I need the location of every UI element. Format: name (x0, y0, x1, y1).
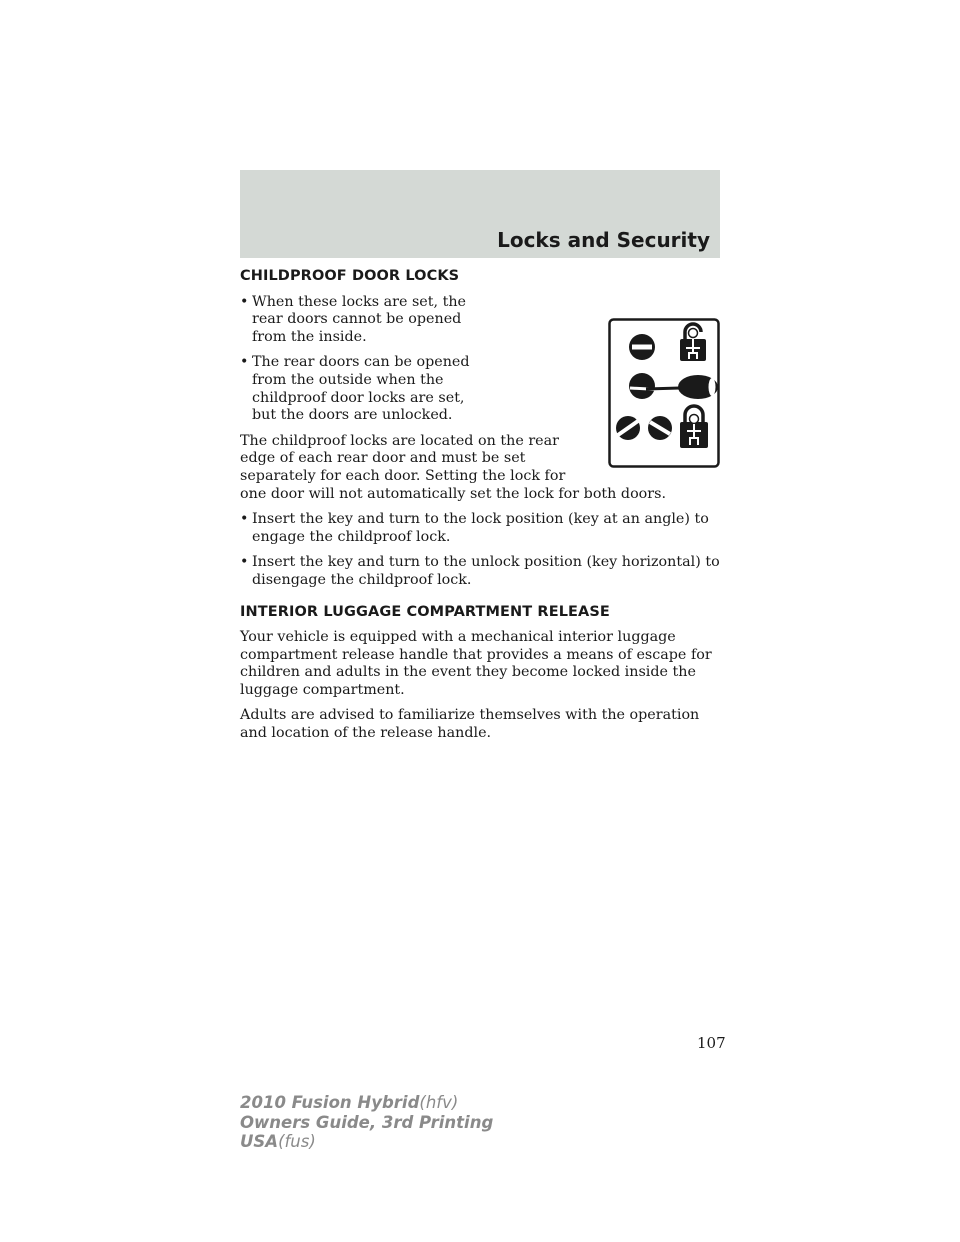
document-footer (240, 1093, 493, 1152)
child-locked-icon (680, 406, 708, 448)
bullet-icon: • (240, 354, 249, 371)
footer-line: USA(fus) (240, 1132, 316, 1151)
list-item: • When these locks are set, the rear doors cannot be opened from the inside. (240, 293, 467, 345)
childproof-lock-icon (608, 318, 720, 468)
key-angled-slots-icon (616, 416, 672, 440)
page-content (240, 268, 720, 751)
child-unlocked-icon (680, 324, 706, 361)
footer-line: Owners Guide, 3rd Printing (240, 1112, 494, 1132)
key-horizontal-icon (629, 373, 718, 399)
list-item: • The rear doors can be opened from the outside when the childproof door locks are set, but the doors are unlocked. (240, 354, 470, 424)
bullet-icon: • (240, 293, 249, 310)
bullet-icon: • (240, 511, 249, 528)
bullet-icon: • (240, 554, 249, 571)
childproof-heading: CHILDPROOF DOOR LOCKS (240, 268, 460, 284)
section-title: Locks and Security (497, 228, 710, 252)
luggage-release-heading: INTERIOR LUGGAGE COMPARTMENT RELEASE (240, 603, 610, 620)
location-paragraph: The childproof locks are located on the rear edge of each rear door and must be set separately for each door. Setting the lock for one door will not automatically set the lock for both doors. (240, 432, 667, 502)
footer-line: 2010 Fusion Hybrid(hfv) (240, 1093, 459, 1112)
page-number: 107 (697, 1034, 726, 1052)
luggage-paragraph: Your vehicle is equipped with a mechanical interior luggage compartment release handle that provides a means of escape for children and adults in the event they become locked inside the luggage compartment. (240, 629, 712, 698)
list-item: • Insert the key and turn to the unlock position (key horizontal) to disengage the childproof lock. (240, 554, 720, 588)
list-item: • Insert the key and turn to the lock position (key at an angle) to engage the childproof lock. (240, 511, 709, 545)
section-header-band (240, 170, 720, 258)
luggage-paragraph: Adults are advised to familiarize themselves with the operation and location of the release handle. (240, 707, 700, 742)
